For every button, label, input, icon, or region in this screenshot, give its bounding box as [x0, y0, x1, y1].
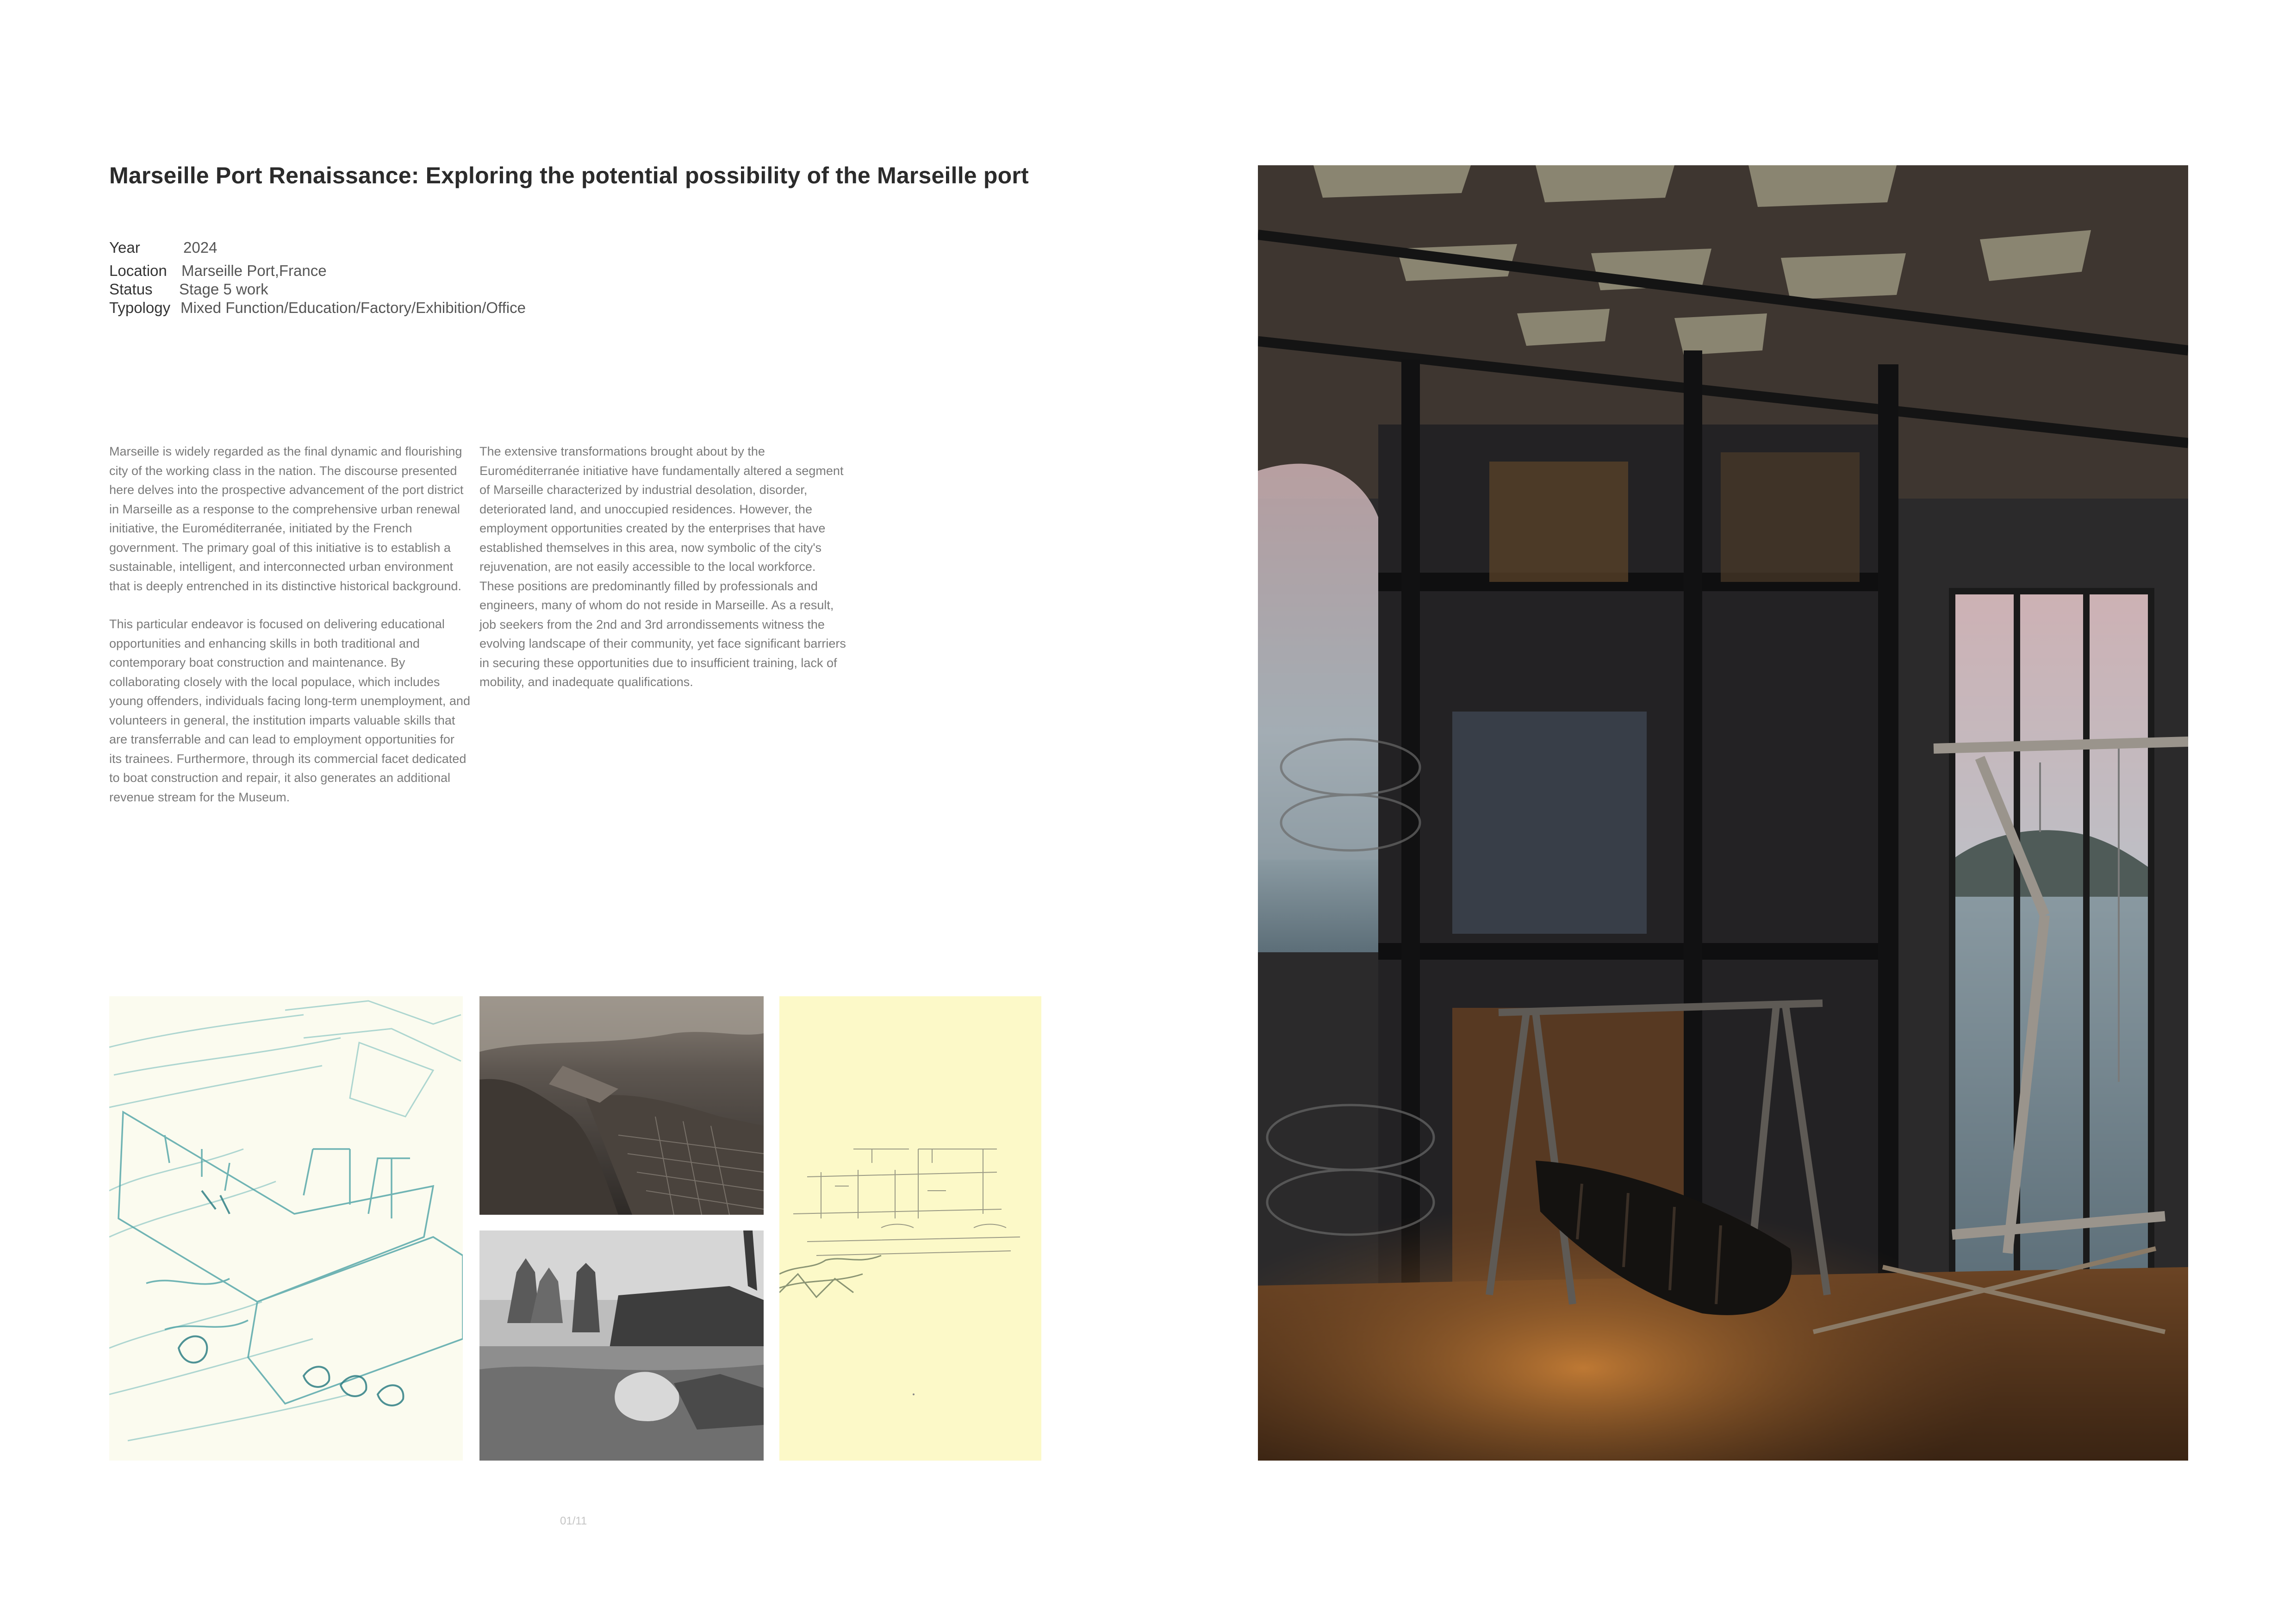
- port-sketch-image: [109, 996, 463, 1461]
- page-number: 01/11: [560, 1515, 587, 1527]
- page-title: Marseille Port Renaissance: Exploring the potential possibility of the Marseille port: [109, 162, 1029, 188]
- crane-sketch-image: [779, 996, 1041, 1461]
- body-paragraph: Marseille is widely regarded as the final dynamic and flourishing city of the working class in the nation. The discourse presented here delves into the prospective advancement of the port district in Marseille as a response to the comprehensive urban renewal initiative, the Euroméditerranée, initiated by the French government. The primary goal of this initiative is to establish a sustainable, intelligent, and interconnected urban environment that is deeply entrenched in its distinctive historical background.: [109, 444, 464, 593]
- meta-status-value: Stage 5 work: [179, 281, 268, 298]
- meta-year-label: Year: [109, 239, 140, 256]
- historic-aerial-photo: [479, 996, 764, 1215]
- meta-typology: [109, 299, 526, 317]
- body-paragraph: This particular endeavor is focused on delivering educational opportunities and enhancing skills in both traditional and contemporary boat construction and maintenance. By collaborating closely with the local populace, which includes young offenders, individuals facing long-term unemployment, and volunteers in general, the institution imparts valuable skills that are transferrable and can lead to employment opportunities for its trainees. Furthermore, through its commercial facet dedicated to boat construction and repair, it also generates an additional revenue stream for the Museum.: [109, 617, 470, 804]
- interior-render-image: [1258, 165, 2188, 1461]
- meta-location-value: Marseille Port,France: [181, 262, 327, 279]
- meta-typology-value: Mixed Function/Education/Factory/Exhibition/Office: [180, 299, 526, 316]
- historic-ruins-photo: [479, 1230, 764, 1461]
- meta-typology-label: Typology: [109, 299, 171, 316]
- meta-year: [109, 239, 217, 256]
- body-column-1: [109, 442, 470, 807]
- body-paragraph: The extensive transformations brought about by the Euroméditerranée initiative have fundamentally altered a segment of Marseille characterized by industrial desolation, disorder, deteriorated land, and unoccupied residences. However, the employment opportunities created by the enterprises that have established themselves in this area, now symbolic of the city's rejuvenation, are not easily accessible to the local workforce. These positions are predominantly filled by professionals and engineers, many of whom do not reside in Marseille. As a result, job seekers from the 2nd and 3rd arrondissements witness the evolving landscape of their community, yet face significant barriers in securing these opportunities due to insufficient training, lack of mobility, and inadequate qualifications.: [479, 444, 846, 689]
- meta-year-value: 2024: [183, 239, 218, 256]
- meta-location-label: Location: [109, 262, 167, 279]
- meta-location: [109, 262, 327, 280]
- meta-status-label: Status: [109, 281, 153, 298]
- meta-status: [109, 281, 268, 298]
- body-column-2: [479, 442, 850, 692]
